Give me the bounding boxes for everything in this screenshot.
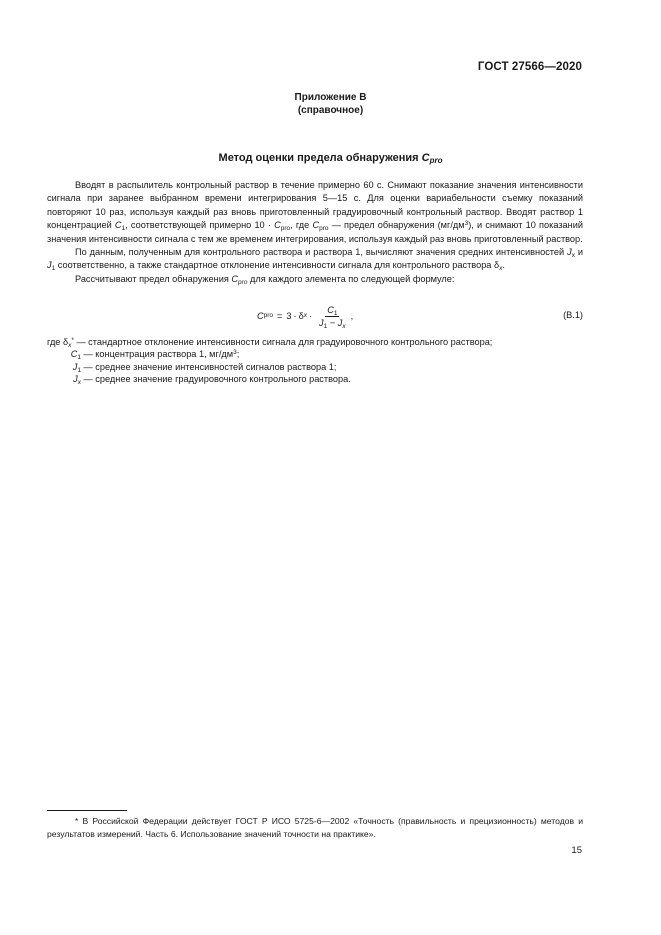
appendix-heading	[0, 91, 661, 117]
footnote-separator	[47, 810, 127, 811]
formula-b1	[47, 299, 583, 339]
fraction-denominator: $J_1 - J_x$	[319, 317, 346, 330]
definition-jx: $J_x$ — среднее значение градуировочного контрольного раствора.	[73, 373, 351, 386]
page-number: 15	[571, 845, 582, 856]
appendix-kind: (справочное)	[297, 105, 364, 116]
formula-fraction	[317, 305, 348, 328]
fraction-numerator: $C_1$	[327, 304, 338, 317]
section-title-text: Метод оценки предела обнаружения	[218, 152, 422, 164]
paragraph-calculation: Рассчитывают предел обнаружения $C_{pro}$ для каждого элемента по следующей формуле:	[75, 273, 455, 286]
paragraph-averages: По данным, полученным для контрольного раствора и раствора 1, вычисляют значения средних интенсивностей $J_x$ и $J_1$ соответственно, а также стандартное отклонение интенсивности сигнала для контрольного раствора $\delta_x$.	[47, 247, 584, 273]
definition-delta: где $\delta_x^*$ — стандартное отклонение интенсивности сигнала для градуировочного контрольного раствора;	[47, 337, 493, 349]
body-text	[47, 179, 583, 286]
variable-definitions	[47, 336, 583, 385]
footnote: * В Российской Федерации действует ГОСТ Р ИСО 5725-6—2002 «Точность (правильность и прецизионность) методов и результатов измерений. Часть 6. Использование значений точности на практике».	[47, 816, 583, 839]
section-title-sub: pro	[429, 156, 443, 165]
standard-number: ГОСТ 27566—2020	[477, 61, 582, 73]
definition-j1: $J_1$ — среднее значение интенсивностей сигналов раствора 1;	[72, 361, 337, 374]
paragraph-procedure: Вводят в распылитель контрольный раствор в течение примерно 60 с. Снимают показание значения интенсивности сигнала при заранее выбранном времени интегрирования 5—15 с. Для оценки вариабельности съемку показаний повторяют 10 раз, используя каждый раз вновь приготовленный градуировочный контрольный раствор. Вводят раствор 1 концентрацией $C_1$, соответствующей примерно $10 \cdot C_{pro}$, где $C_{pro}$ — предел обнаружения $(мг/дм^3)$, и снимают 10 показаний значения интенсивности сигнала с тем же временем интегрирования, используя каждый раз вновь приготовленный раствор.	[47, 180, 583, 244]
section-title	[0, 152, 661, 165]
formula-expression: C pro = 3 · δ x · $\frac{C_1}{J_1 - J_x}$ ,	[257, 304, 354, 330]
section-title-var: C	[421, 152, 430, 164]
formula-number: (В.1)	[563, 310, 583, 320]
appendix-title: Приложение В	[294, 92, 367, 103]
definition-c1: $C_1$ — концентрация раствора 1, $мг/дм^3$;	[70, 349, 240, 362]
